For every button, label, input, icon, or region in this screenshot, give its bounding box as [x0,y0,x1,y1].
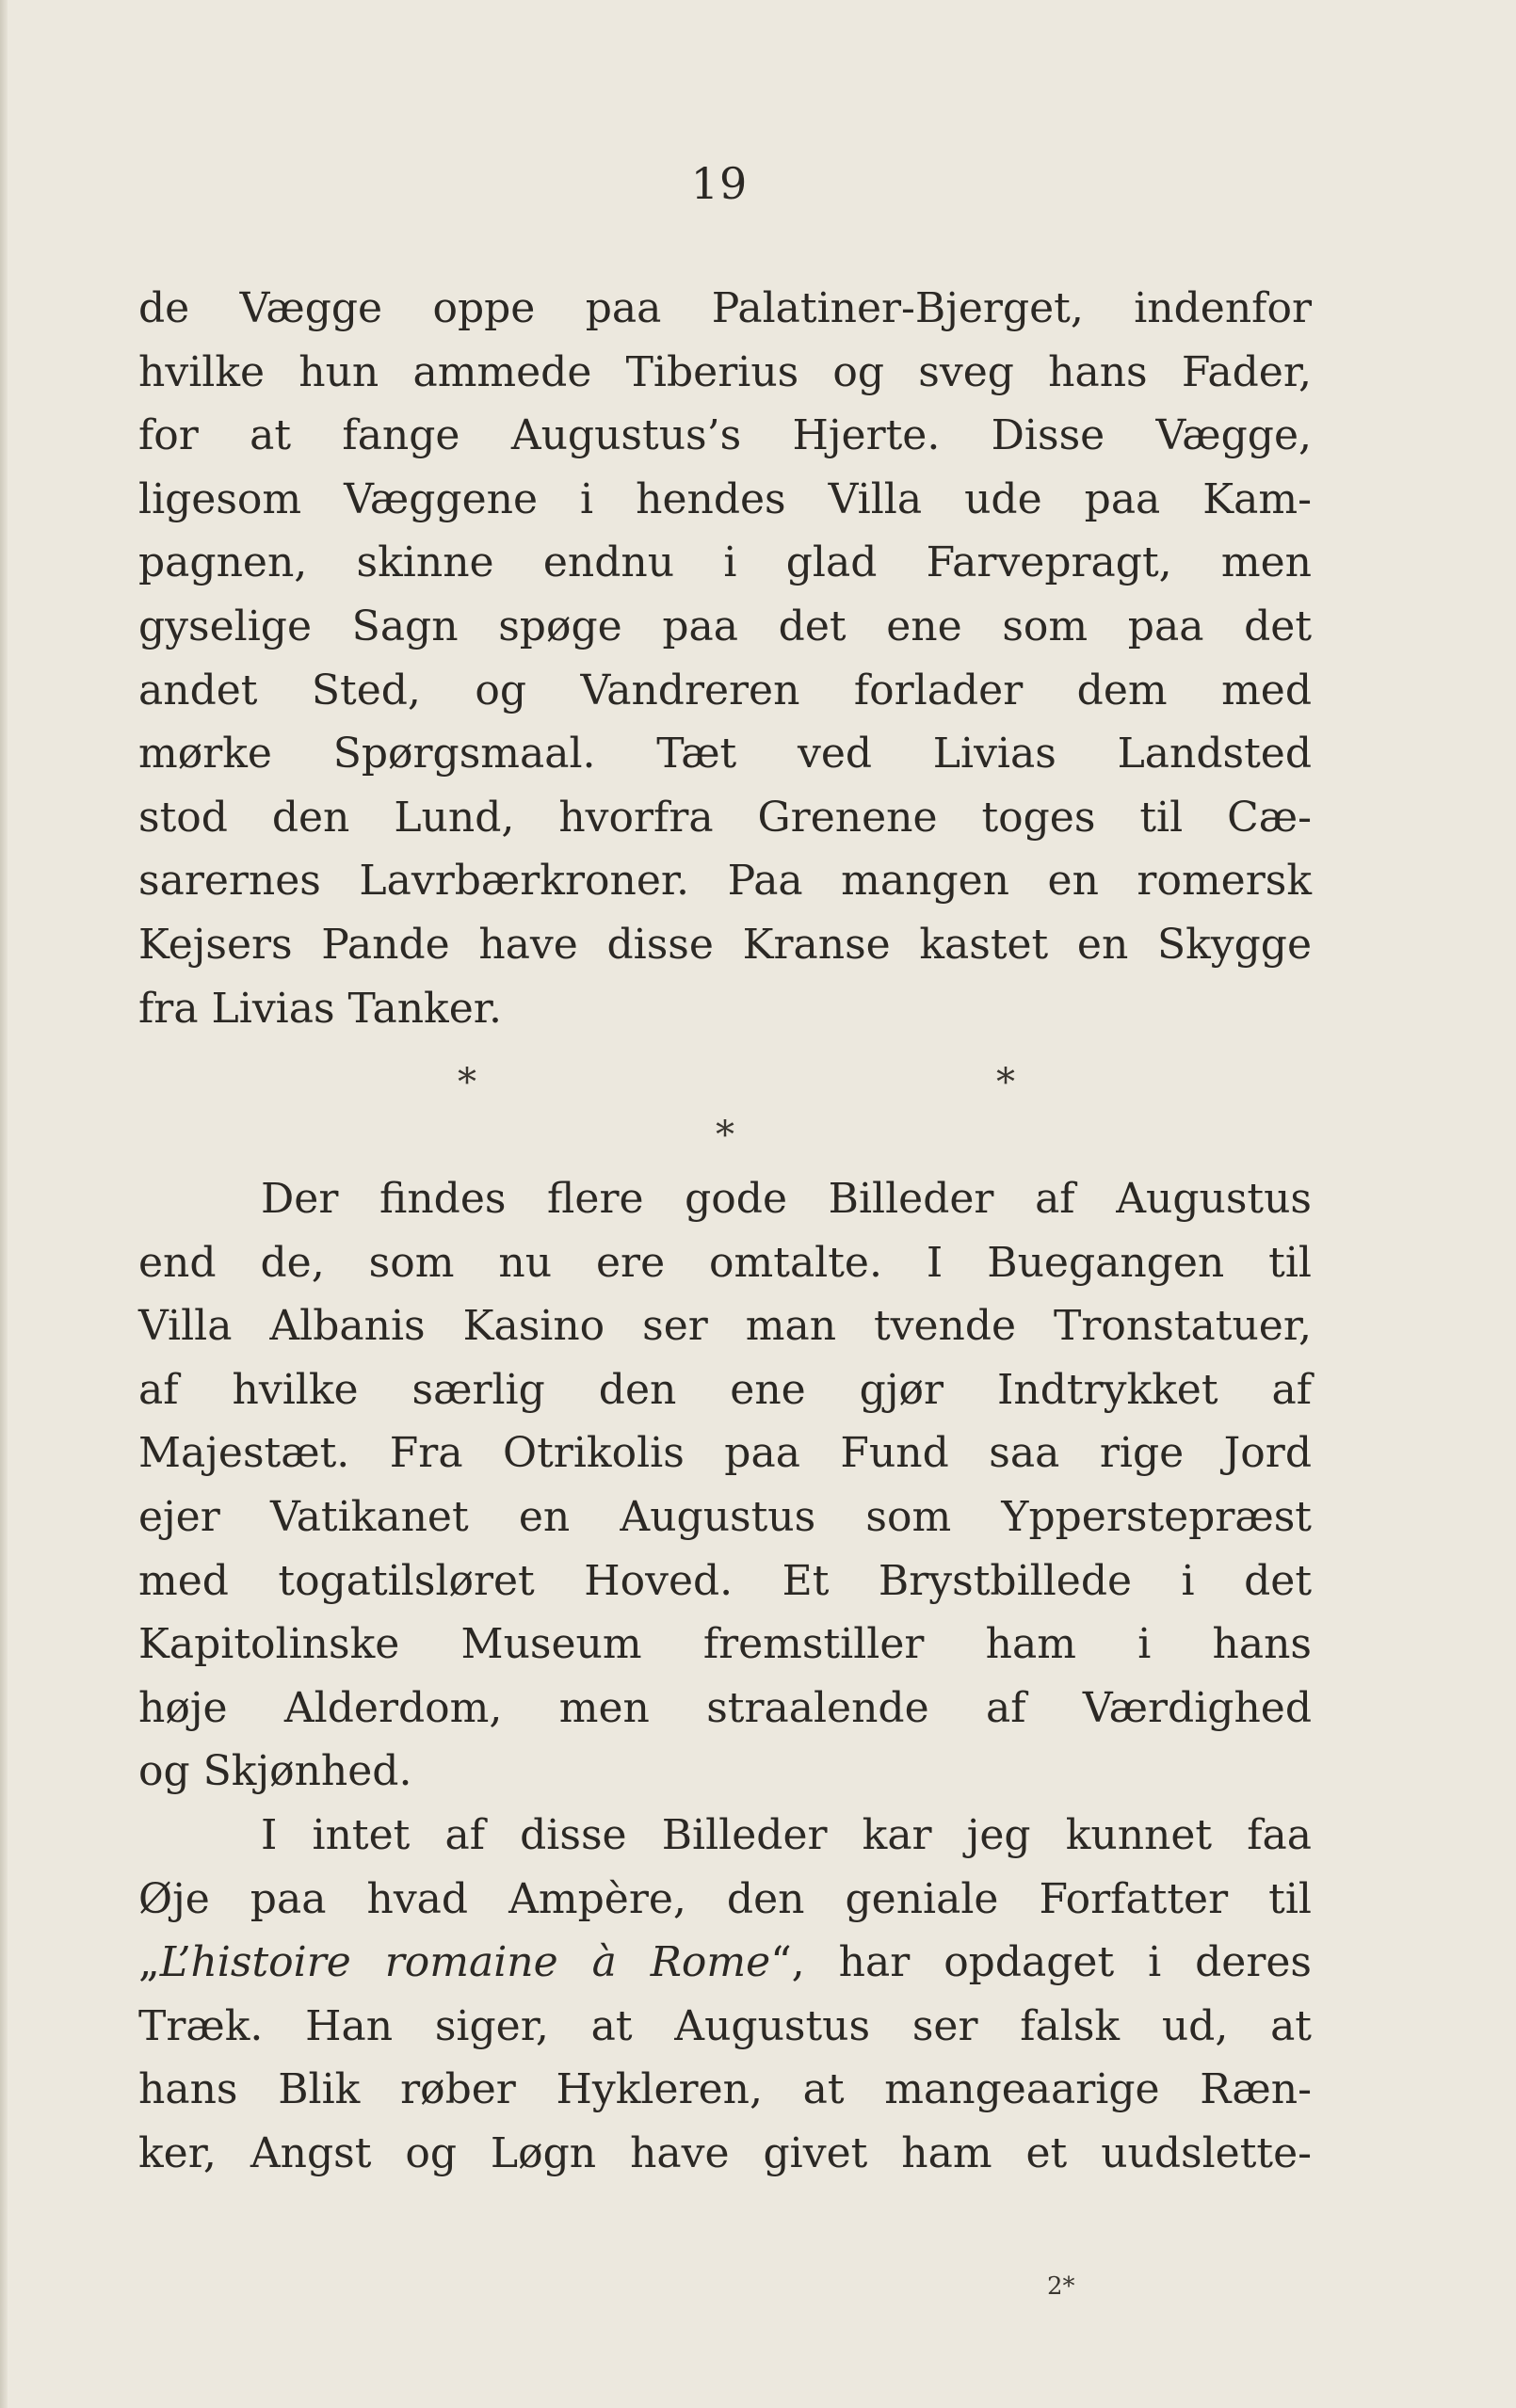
text-line: med togatilsløret Hoved. Et Brystbillede i det [138,1556,1312,1605]
text-line: ejer Vatikanet en Augustus som Ypperstepræst [138,1492,1312,1541]
text-line: høje Alderdom, men straalende af Værdighed [138,1683,1312,1732]
text-line: Der findes flere gode Billeder af Augustus [261,1175,1312,1223]
open-quote: „ [138,1938,160,1987]
text-line: gyselige Sagn spøge paa det ene som paa det [138,602,1312,650]
text-line: stod den Lund, hvorfra Grenene toges til Cæ- [138,793,1312,842]
text-line: Træk. Han siger, at Augustus ser falsk ud, at [138,2001,1312,2050]
text-line: fra Livias Tanker. [138,984,502,1033]
text-line: pagnen, skinne endnu i glad Farvepragt, men [138,538,1312,587]
text-line: for at fange Augustus’s Hjerte. Disse Vægge, [138,411,1312,460]
asterisk: * [458,1061,476,1104]
text-line: I intet af disse Billeder kar jeg kunnet faa [261,1810,1312,1859]
paragraph-2 [138,1167,1312,2186]
text-line: de Vægge oppe paa Palatiner-Bjerget, indenfor [138,284,1312,332]
page-number: 19 [690,158,749,209]
page-edge [0,0,8,2408]
text-line: af hvilke særlig den ene gjør Indtrykket af [138,1365,1312,1414]
text-line: Villa Albanis Kasino ser man tvende Tronstatuer, [138,1302,1312,1351]
asterisk: * [716,1114,734,1157]
text-line: Øje paa hvad Ampère, den geniale Forfatter til [138,1874,1312,1923]
text-line: ker, Angst og Løgn have givet ham et uudslette- [138,2128,1312,2177]
asterism [0,1061,1516,1177]
text-line: mørke Spørgsmaal. Tæt ved Livias Landsted [138,730,1312,779]
text-line: hvilke hun ammede Tiberius og sveg hans Fader, [138,347,1312,396]
text-line: og Skjønhed. [138,1747,412,1796]
text-line-with-italic-title [138,1931,1312,1995]
text-line: hans Blik røber Hykleren, at mangeaarige Ræn- [138,2065,1312,2114]
text-line: Kapitolinske Museum fremstiller ham i hans [138,1620,1312,1669]
text-after-title: “, har opdaget i deres [770,1938,1312,1987]
text-line: ligesom Væggene i hendes Villa ude paa Kam- [138,474,1312,523]
text-line: andet Sted, og Vandreren forlader dem med [138,666,1312,714]
text-line: Majestæt. Fra Otrikolis paa Fund saa rige Jord [138,1429,1312,1478]
signature-mark: 2* [1047,2272,1075,2301]
asterisk: * [996,1061,1015,1104]
text-line: sarernes Lavrbærkroner. Paa mangen en romersk [138,857,1312,906]
italic-book-title: L’histoire romaine à Rome [159,1938,771,1987]
paragraph-1 [138,277,1312,1040]
text-line: end de, som nu ere omtalte. I Buegangen til [138,1238,1312,1287]
text-line: Kejsers Pande have disse Kranse kastet en Skygge [138,920,1312,969]
